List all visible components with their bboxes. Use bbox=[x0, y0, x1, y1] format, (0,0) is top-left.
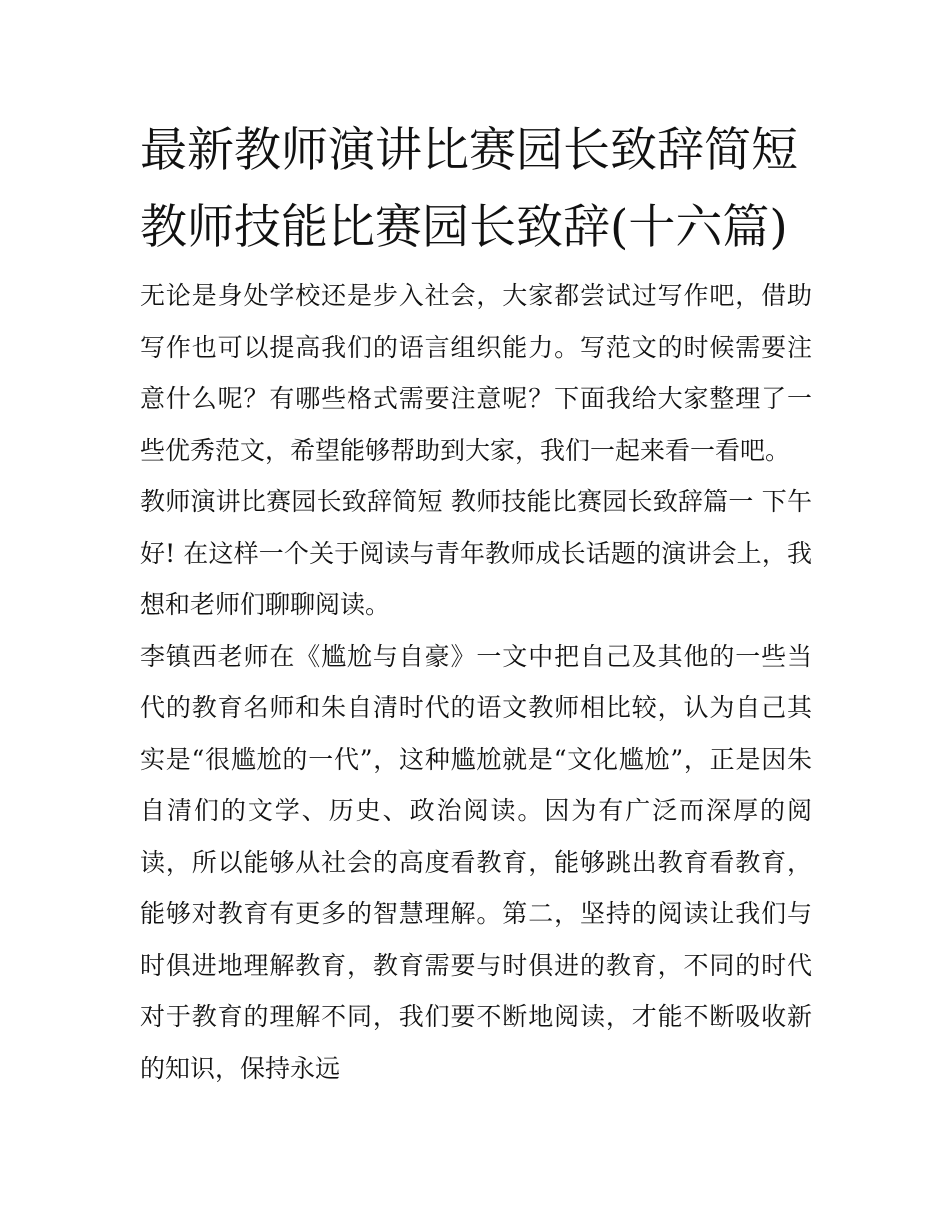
document-title: 最新教师演讲比赛园长致辞简短 教师技能比赛园长致辞(十六篇) bbox=[140, 123, 798, 255]
document-body bbox=[140, 112, 812, 1094]
paragraph-body: 李镇西老师在《尴尬与自豪》一文中把自己及其他的一些当代的教育名师和朱自清时代的语文教师相比较，认为自己其实是“很尴尬的一代”，这种尴尬就是“文化尴尬”，正是因朱自清们的文学、历史、政治阅读。因为有广泛而深厚的阅读，所以能够从社会的高度看教育，能够跳出教育看教育，能够对教育有更多的智慧理解。第二，坚持的阅读让我们与时俱进地理解教育，教育需要与时俱进的教育，不同的时代对于教育的理解不同，我们要不断地阅读，才能不断吸收新的知识，保持永远 bbox=[140, 641, 812, 1083]
paragraph-intro: 无论是身处学校还是步入社会，大家都尝试过写作吧，借助写作也可以提高我们的语言组织能力。写范文的时候需要注意什么呢？有哪些格式需要注意呢？下面我给大家整理了一些优秀范文，希望能够帮助到大家，我们一起来看一看吧。 bbox=[140, 281, 812, 465]
paragraph-greeting: 教师演讲比赛园长致辞简短 教师技能比赛园长致辞篇一 下午好! 在这样一个关于阅读与青年教师成长话题的演讲会上，我想和老师们聊聊阅读。 bbox=[140, 487, 812, 619]
